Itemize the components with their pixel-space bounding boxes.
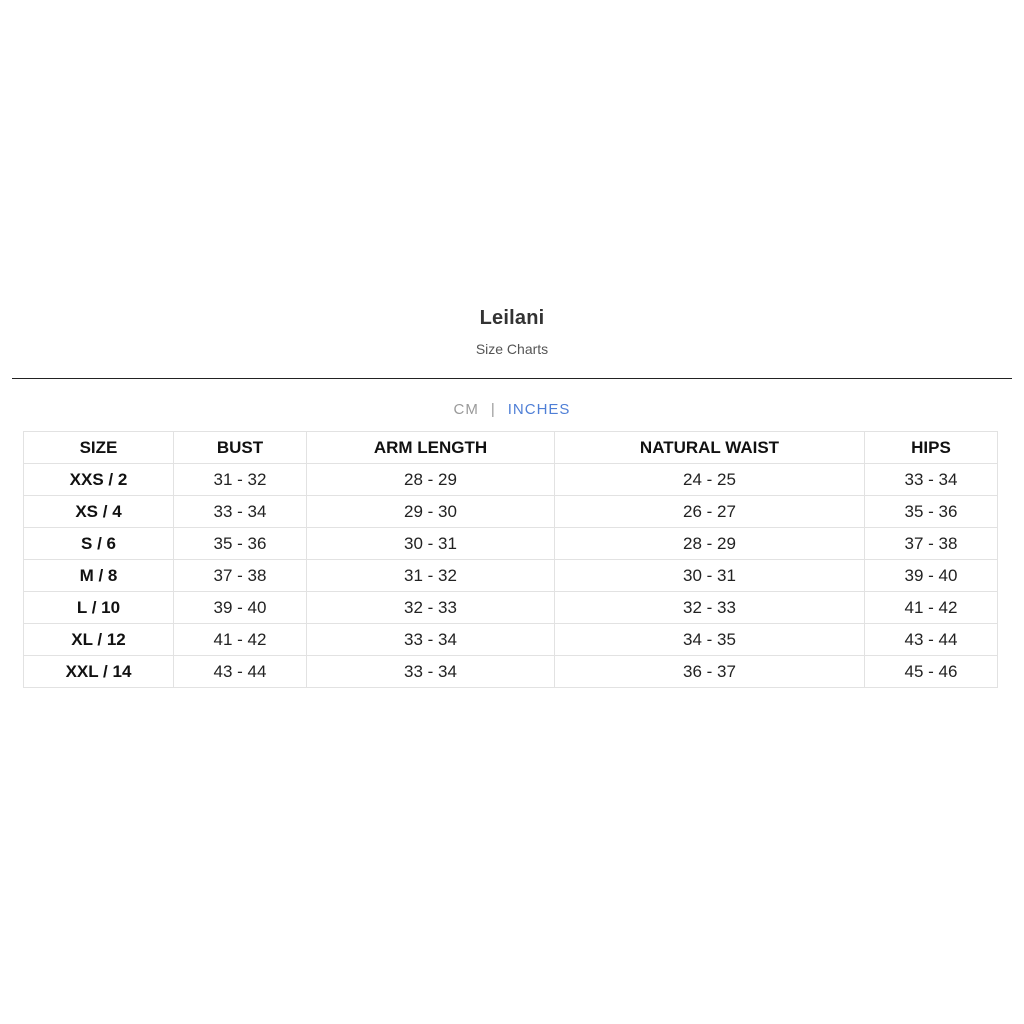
- size-cell: XS / 4: [24, 496, 174, 528]
- table-row: [24, 624, 998, 656]
- bust-cell: 43 - 44: [174, 656, 307, 688]
- bust-cell: 37 - 38: [174, 560, 307, 592]
- arm-length-cell: 29 - 30: [307, 496, 555, 528]
- unit-toggle: [0, 401, 1024, 418]
- natural-waist-cell: 34 - 35: [555, 624, 865, 656]
- column-header-natural-waist: NATURAL WAIST: [555, 432, 865, 464]
- column-header-hips: HIPS: [865, 432, 998, 464]
- bust-cell: 41 - 42: [174, 624, 307, 656]
- bust-cell: 35 - 36: [174, 528, 307, 560]
- column-header-size: SIZE: [24, 432, 174, 464]
- hips-cell: 33 - 34: [865, 464, 998, 496]
- bust-cell: 33 - 34: [174, 496, 307, 528]
- table-row: [24, 656, 998, 688]
- page-subtitle: Size Charts: [475, 341, 549, 357]
- size-cell: XXS / 2: [24, 464, 174, 496]
- arm-length-cell: 33 - 34: [307, 624, 555, 656]
- arm-length-cell: 32 - 33: [307, 592, 555, 624]
- header-divider: [12, 378, 1012, 379]
- table-row: [24, 592, 998, 624]
- arm-length-cell: 31 - 32: [307, 560, 555, 592]
- natural-waist-cell: 32 - 33: [555, 592, 865, 624]
- natural-waist-cell: 30 - 31: [555, 560, 865, 592]
- size-cell: XL / 12: [24, 624, 174, 656]
- arm-length-cell: 30 - 31: [307, 528, 555, 560]
- arm-length-cell: 28 - 29: [307, 464, 555, 496]
- size-cell: S / 6: [24, 528, 174, 560]
- size-chart-table: [23, 431, 998, 688]
- table-row: [24, 496, 998, 528]
- column-header-arm-length: ARM LENGTH: [307, 432, 555, 464]
- hips-cell: 35 - 36: [865, 496, 998, 528]
- table-header-row: [24, 432, 998, 464]
- hips-cell: 43 - 44: [865, 624, 998, 656]
- natural-waist-cell: 26 - 27: [555, 496, 865, 528]
- size-cell: M / 8: [24, 560, 174, 592]
- hips-cell: 41 - 42: [865, 592, 998, 624]
- unit-cm-button[interactable]: CM: [453, 401, 479, 418]
- table-row: [24, 560, 998, 592]
- table-row: [24, 464, 998, 496]
- column-header-bust: BUST: [174, 432, 307, 464]
- hips-cell: 37 - 38: [865, 528, 998, 560]
- unit-separator: |: [490, 401, 496, 418]
- arm-length-cell: 33 - 34: [307, 656, 555, 688]
- table-row: [24, 528, 998, 560]
- unit-inches-button[interactable]: INCHES: [507, 401, 571, 418]
- page-title: Leilani: [479, 307, 545, 329]
- natural-waist-cell: 36 - 37: [555, 656, 865, 688]
- bust-cell: 31 - 32: [174, 464, 307, 496]
- natural-waist-cell: 24 - 25: [555, 464, 865, 496]
- bust-cell: 39 - 40: [174, 592, 307, 624]
- hips-cell: 39 - 40: [865, 560, 998, 592]
- size-cell: XXL / 14: [24, 656, 174, 688]
- size-cell: L / 10: [24, 592, 174, 624]
- hips-cell: 45 - 46: [865, 656, 998, 688]
- natural-waist-cell: 28 - 29: [555, 528, 865, 560]
